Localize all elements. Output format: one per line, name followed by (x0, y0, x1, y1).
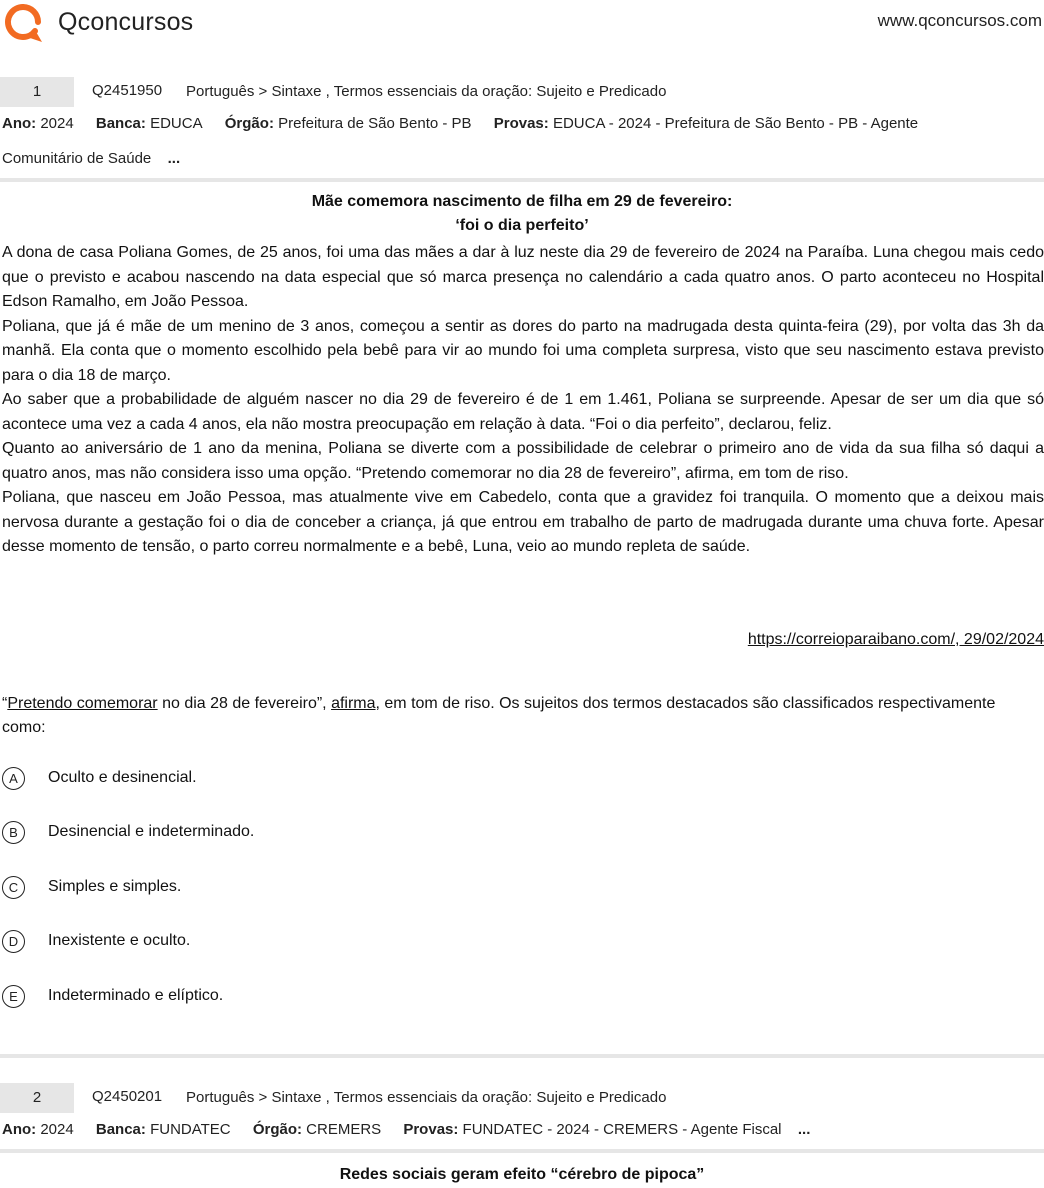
provas-value[interactable]: EDUCA - 2024 - Prefeitura de São Bento - PB - Agente (552, 115, 919, 132)
site-url[interactable]: www.qconcursos.com (877, 11, 1042, 30)
ano-value: 2024 (40, 115, 74, 132)
orgao-value[interactable]: CREMERS (306, 1121, 382, 1138)
logo-text[interactable]: Qconcursos (58, 8, 194, 36)
source-link[interactable]: https://correioparaibano.com/, 29/02/2024 (747, 631, 1044, 648)
option-text[interactable]: Desinencial e indeterminado. (48, 823, 255, 840)
provas-label: Provas: (403, 1121, 459, 1138)
qconcursos-logo-icon[interactable] (2, 2, 44, 44)
text-paragraph: Poliana, que já é mãe de um menino de 3 anos, começou a sentir as dores do parto na madrugada desta quinta-feira (29), por volta das 3h da manhã. Ela conta que o momento escolhido pela bebê para vir ao mundo foi uma completa surpresa, visto que seu nascimento estava previsto para o dia 18 de março. (2, 317, 1044, 384)
question-text (2, 241, 1044, 560)
question-id[interactable]: Q2450201 (92, 1088, 163, 1105)
option-text[interactable]: Indeterminado e elíptico. (48, 987, 224, 1004)
option-text[interactable]: Inexistente e oculto. (48, 932, 191, 949)
question-number: 1 (0, 77, 74, 107)
question-1-meta-cont (2, 150, 180, 167)
question-statement (2, 692, 1042, 740)
option-letter-c[interactable]: C (2, 876, 25, 899)
text-paragraph: A dona de casa Poliana Gomes, de 25 anos, foi uma das mães a dar à luz neste dia 29 de fevereiro de 2024 na Paraíba. Luna chegou mais cedo que o previsto e acabou nascendo na data especial que só marca presença no calendário a cada quatro anos. O parto aconteceu no Hospital Edson Ramalho, em João Pessoa. (2, 244, 1044, 310)
banca-label: Banca: (95, 115, 146, 132)
more-provas-link[interactable]: ... (797, 1121, 811, 1138)
divider (0, 1054, 1044, 1058)
question-2-meta (2, 1121, 810, 1138)
more-provas-link[interactable]: ... (167, 150, 181, 167)
statement-rest: , em tom de riso. Os sujeitos dos termos destacados são classificados respectivamente como: (2, 695, 996, 736)
text-paragraph: Ao saber que a probabilidade de alguém nascer no dia 29 de fevereiro é de 1 em 1.461, Poliana se surpreende. Apesar de ser um dia que só acontece uma vez a cada 4 anos, ela não mostra preocupação em relação à data. “Foi o dia perfeito”, declarou, feliz. (2, 391, 1044, 433)
option-letter-b[interactable]: B (2, 821, 25, 844)
provas-label: Provas: (493, 115, 549, 132)
option-letter-e[interactable]: E (2, 985, 25, 1008)
text-title-line2: ‘foi o dia perfeito’ (455, 217, 589, 234)
question-1-meta (2, 115, 918, 132)
ano-value: 2024 (40, 1121, 74, 1138)
text-paragraph: Quanto ao aniversário de 1 ano da menina, Poliana se diverte com a possibilidade de celebrar o primeiro ano de vida da sua filha só daqui a quatro anos, mas não considera isso uma opção. “Pretendo comemorar no dia 28 de fevereiro”, afirma, em tom de riso. (2, 440, 1044, 482)
question-subject[interactable]: Português > Sintaxe , Termos essenciais da oração: Sujeito e Predicado (186, 83, 667, 100)
option-letter-a[interactable]: A (2, 767, 25, 790)
divider (0, 1149, 1044, 1153)
page-header (0, 0, 1044, 50)
statement-open-quote: “ (2, 695, 8, 712)
orgao-value[interactable]: Prefeitura de São Bento - PB (278, 115, 472, 132)
statement-mid: no dia 28 de fevereiro”, (157, 695, 332, 712)
divider (0, 178, 1044, 182)
provas-value-cont[interactable]: Comunitário de Saúde (2, 150, 152, 167)
ano-label: Ano: (2, 1121, 37, 1138)
orgao-label: Órgão: (224, 115, 274, 132)
option-text[interactable]: Oculto e desinencial. (48, 769, 197, 786)
banca-value[interactable]: FUNDATEC (150, 1121, 231, 1138)
orgao-label: Órgão: (252, 1121, 302, 1138)
highlighted-term-2: afirma (331, 695, 376, 712)
text-title-line1: Mãe comemora nascimento de filha em 29 de fevereiro: (311, 193, 733, 210)
text-title: Redes sociais geram efeito “cérebro de pipoca” (339, 1166, 705, 1183)
provas-value[interactable]: FUNDATEC - 2024 - CREMERS - Agente Fiscal (462, 1121, 782, 1138)
text-paragraph: Poliana, que nasceu em João Pessoa, mas atualmente vive em Cabedelo, conta que a gravidez foi tranquila. O momento que a deixou mais nervosa durante a gestação foi o dia de conceber a criança, já que entrou em trabalho de parto de madrugada durante uma chuva forte. Apesar desse momento de tensão, o parto correu normalmente e a bebê, Luna, veio ao mundo repleta de saúde. (2, 489, 1044, 555)
banca-label: Banca: (95, 1121, 146, 1138)
option-text[interactable]: Simples e simples. (48, 878, 182, 895)
question-subject[interactable]: Português > Sintaxe , Termos essenciais da oração: Sujeito e Predicado (186, 1089, 667, 1106)
question-number: 2 (0, 1083, 74, 1113)
banca-value[interactable]: EDUCA (150, 115, 203, 132)
highlighted-term-1: Pretendo comemorar (7, 695, 158, 712)
ano-label: Ano: (2, 115, 37, 132)
option-letter-d[interactable]: D (2, 930, 25, 953)
question-id[interactable]: Q2451950 (92, 82, 163, 99)
